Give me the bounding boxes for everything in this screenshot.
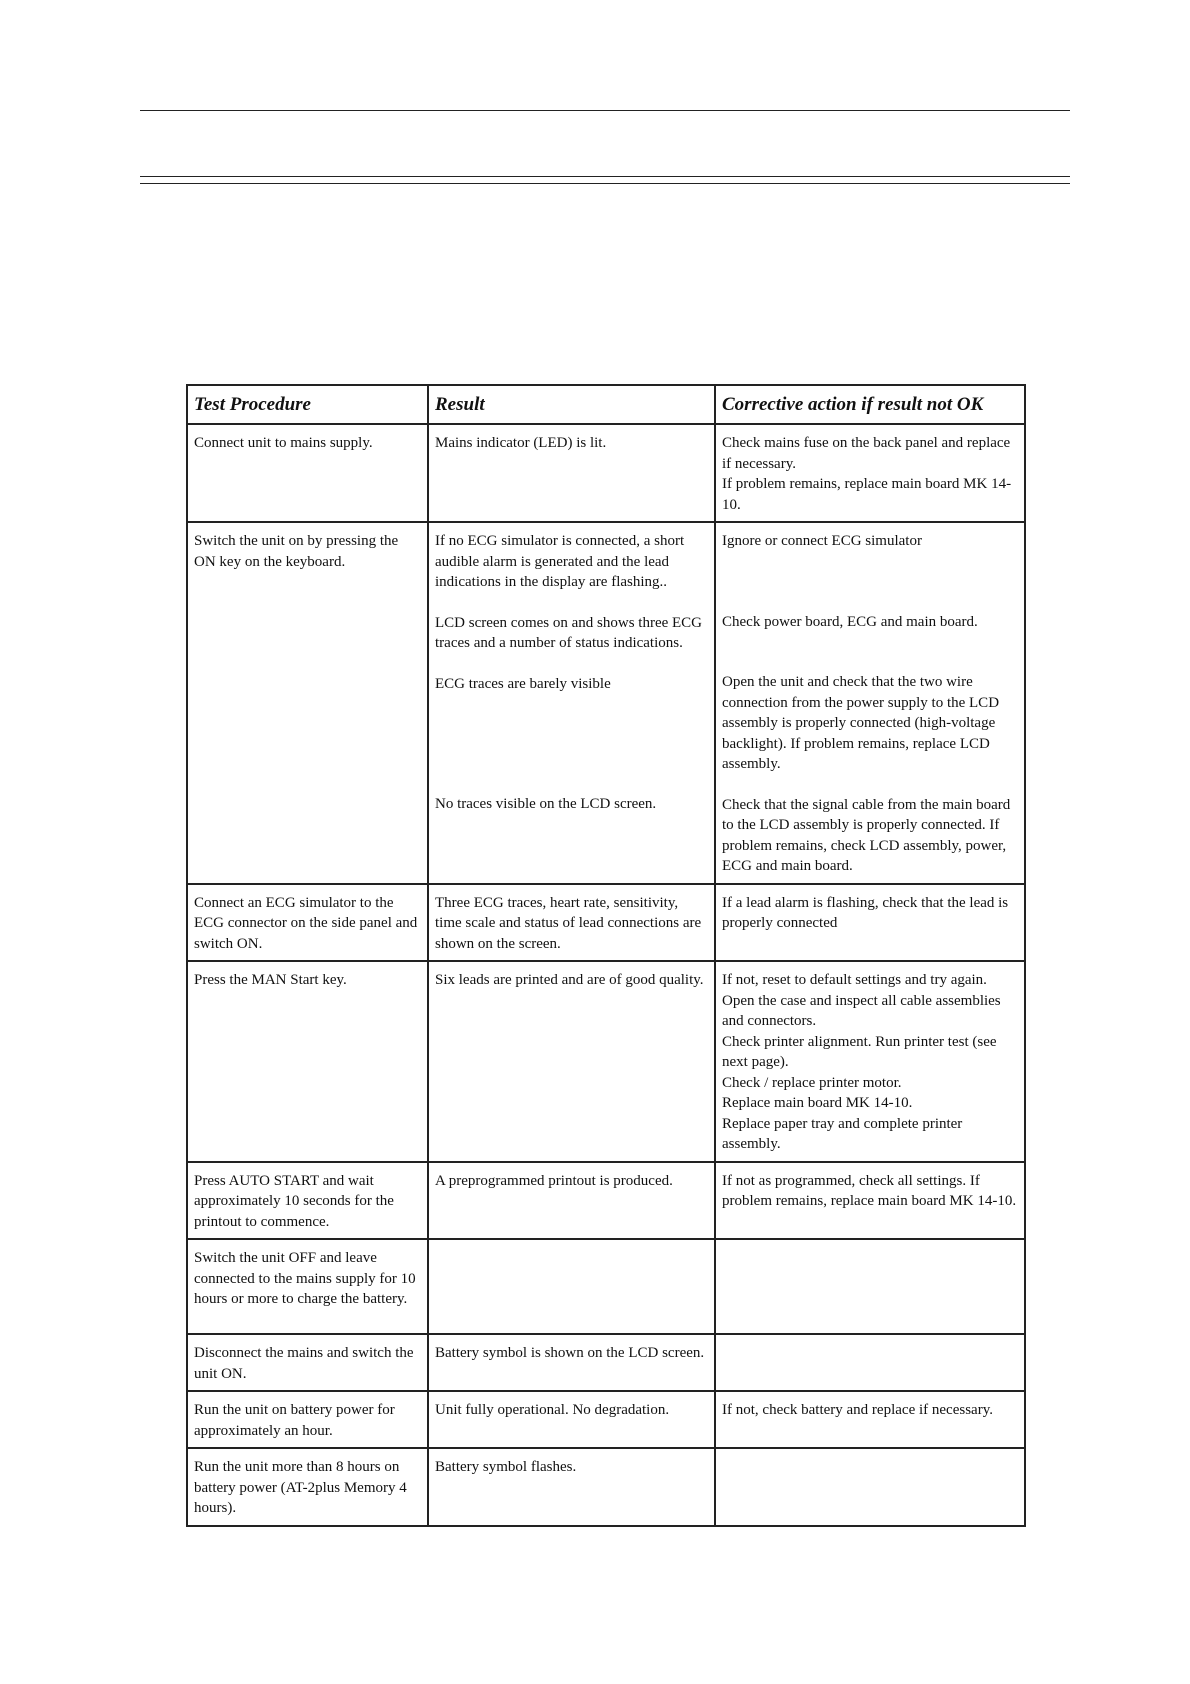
action-cell xyxy=(715,522,1025,884)
top-rule xyxy=(140,110,1070,111)
result-cell: Unit fully operational. No degradation. xyxy=(428,1391,715,1448)
action-line: Replace paper tray and complete printer assembly. xyxy=(722,1115,963,1152)
result-cell: A preprogrammed printout is produced. xyxy=(428,1162,715,1240)
procedure-cell: Connect unit to mains supply. xyxy=(187,424,428,522)
table-row xyxy=(187,424,1025,522)
header-double-rule-lower xyxy=(140,183,1070,184)
result-line: If no ECG simulator is connected, a short audible alarm is generated and the lead indications in the display are flashing.. xyxy=(435,533,685,590)
header-double-rule-upper xyxy=(140,176,1070,177)
action-cell xyxy=(715,1239,1025,1334)
action-line: If problem remains, replace main board MK 14-10. xyxy=(722,476,1012,513)
table-row xyxy=(187,1391,1025,1448)
action-line: Check that the signal cable from the main board to the LCD assembly is properly connected. If problem remains, check LCD assembly, power, ECG and main board. xyxy=(722,796,1011,874)
procedure-cell: Run the unit on battery power for approximately an hour. xyxy=(187,1391,428,1448)
table-header-row xyxy=(187,385,1025,424)
table-row xyxy=(187,884,1025,962)
result-line: ECG traces are barely visible xyxy=(435,675,611,692)
action-line: Check power board, ECG and main board. xyxy=(722,613,978,630)
action-line: Replace main board MK 14-10. xyxy=(722,1095,913,1111)
result-line: LCD screen comes on and shows three ECG traces and a number of status indications. xyxy=(435,614,703,651)
action-line: Check mains fuse on the back panel and replace if necessary. xyxy=(722,435,1011,472)
action-line: Check / replace printer motor. xyxy=(722,1074,902,1091)
table-row xyxy=(187,1448,1025,1526)
action-cell xyxy=(715,961,1025,1162)
procedure-cell: Switch the unit on by pressing the ON key on the keyboard. xyxy=(187,522,428,884)
action-cell: If not as programmed, check all settings. If problem remains, replace main board MK 14-10. xyxy=(715,1162,1025,1240)
result-cell: Six leads are printed and are of good quality. xyxy=(428,961,715,1162)
result-cell xyxy=(428,522,715,884)
result-cell: Battery symbol is shown on the LCD screen. xyxy=(428,1334,715,1391)
header-test-procedure: Test Procedure xyxy=(187,385,428,424)
header-result: Result xyxy=(428,385,715,424)
header-corrective-action: Corrective action if result not OK xyxy=(715,385,1025,424)
table-row xyxy=(187,1334,1025,1391)
action-line: If not, reset to default settings and try again. xyxy=(722,972,987,988)
action-cell: If not, check battery and replace if necessary. xyxy=(715,1391,1025,1448)
procedure-cell: Disconnect the mains and switch the unit ON. xyxy=(187,1334,428,1391)
procedure-cell: Press the MAN Start key. xyxy=(187,961,428,1162)
result-cell: Three ECG traces, heart rate, sensitivity, time scale and status of lead connections are shown on the screen. xyxy=(428,884,715,962)
action-cell xyxy=(715,424,1025,522)
action-line: Check printer alignment. Run printer test (see next page). xyxy=(722,1033,997,1070)
result-cell: Battery symbol flashes. xyxy=(428,1448,715,1526)
result-cell xyxy=(428,1239,715,1334)
action-line: Open the unit and check that the two wire connection from the power supply to the LCD assembly is properly connected (high-voltage backlight). If problem remains, replace LCD assembly. xyxy=(722,674,1000,772)
table-row xyxy=(187,961,1025,1162)
procedure-cell: Press AUTO START and wait approximately 10 seconds for the printout to commence. xyxy=(187,1162,428,1240)
procedure-cell: Switch the unit OFF and leave connected to the mains supply for 10 hours or more to charge the battery. xyxy=(187,1239,428,1334)
result-cell: Mains indicator (LED) is lit. xyxy=(428,424,715,522)
table-row xyxy=(187,522,1025,884)
procedure-cell: Connect an ECG simulator to the ECG connector on the side panel and switch ON. xyxy=(187,884,428,962)
action-line: Open the case and inspect all cable assemblies and connectors. xyxy=(722,992,1001,1029)
test-procedure-table xyxy=(186,384,1026,1527)
table-row xyxy=(187,1239,1025,1334)
action-line: Ignore or connect ECG simulator xyxy=(722,533,922,549)
action-cell xyxy=(715,1448,1025,1526)
action-cell xyxy=(715,1334,1025,1391)
action-cell: If a lead alarm is flashing, check that the lead is properly connected xyxy=(715,884,1025,962)
procedure-cell: Run the unit more than 8 hours on battery power (AT-2plus Memory 4 hours). xyxy=(187,1448,428,1526)
table-row xyxy=(187,1162,1025,1240)
result-line: No traces visible on the LCD screen. xyxy=(435,796,657,812)
